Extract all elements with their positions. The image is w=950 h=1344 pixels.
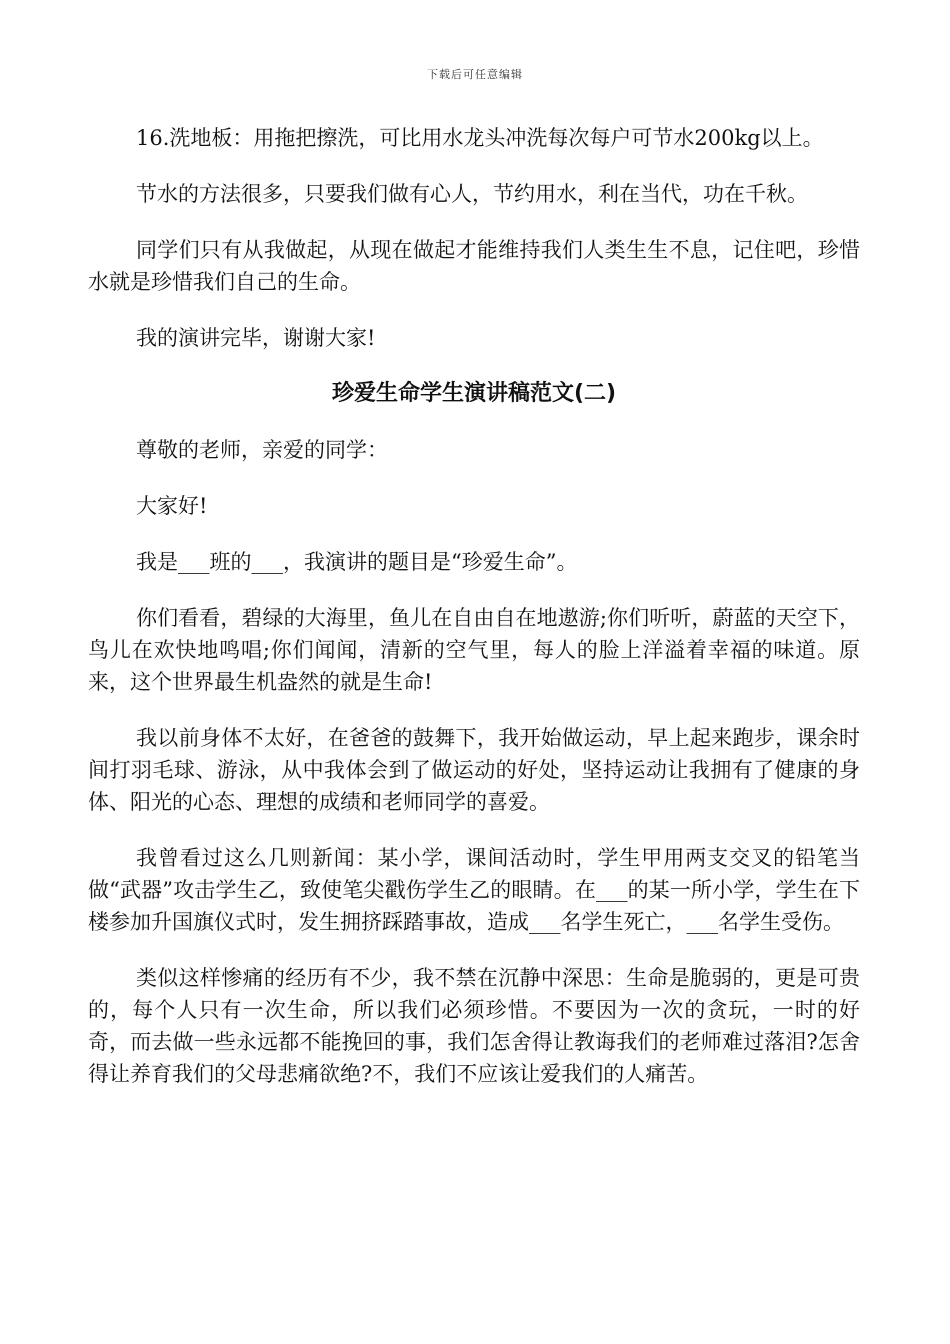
paragraph-call-to-action: 同学们只有从我做起，从现在做起才能维持我们人类生生不息，记住吧，珍惜水就是珍惜我们自己的生命。 (88, 238, 860, 294)
paragraph-greeting: 大家好! (136, 494, 208, 518)
paragraph-summary: 节水的方法很多，只要我们做有心人，节约用水，利在当代，功在千秋。 (136, 182, 808, 206)
paragraph-news: 我曾看过这么几则新闻：某小学，课间活动时，学生甲用两支交叉的铅笔当做“武器”攻击学生乙，致使笔尖戳伤学生乙的眼睛。在___的某一所小学，学生在下楼参加升国旗仪式时，发生拥挤踩踏事故，造成___名学生死亡，___名学生受伤。 (88, 846, 860, 934)
paragraph-exercise: 我以前身体不太好，在爸爸的鼓舞下，我开始做运动，早上起来跑步，课余时间打羽毛球、游泳，从中我体会到了做运动的好处，坚持运动让我拥有了健康的身体、阳光的心态、理想的成绩和老师同学的喜爱。 (88, 726, 860, 814)
section-title: 珍爱生命学生演讲稿范文(二) (331, 381, 617, 406)
paragraph-salutation: 尊敬的老师，亲爱的同学： (136, 438, 388, 462)
paragraph-nature: 你们看看，碧绿的大海里，鱼儿在自由自在地遨游;你们听听，蔚蓝的天空下，鸟儿在欢快地鸣唱;你们闻闻，清新的空气里，每人的脸上洋溢着幸福的味道。原来，这个世界最生机盎然的就是生命! (88, 606, 860, 694)
paragraph-closing: 我的演讲完毕，谢谢大家! (136, 326, 376, 350)
document-body (88, 122, 860, 1114)
paragraph-introduction: 我是___班的___，我演讲的题目是“珍爱生命”。 (136, 550, 578, 574)
paragraph-reflection: 类似这样惨痛的经历有不少，我不禁在沉静中深思：生命是脆弱的，更是可贵的，每个人只有一次生命，所以我们必须珍惜。不要因为一次的贪玩，一时的好奇，而去做一些永远都不能挽回的事，我们怎舍得让教诲我们的老师难过落泪?怎舍得让养育我们的父母悲痛欲绝?不，我们不应该让爱我们的人痛苦。 (88, 966, 860, 1086)
header-note: 下载后可任意编辑 (427, 68, 523, 81)
paragraph-tip-16: 16.洗地板：用拖把擦洗，可比用水龙头冲洗每次每户可节水200kg以上。 (136, 126, 824, 150)
